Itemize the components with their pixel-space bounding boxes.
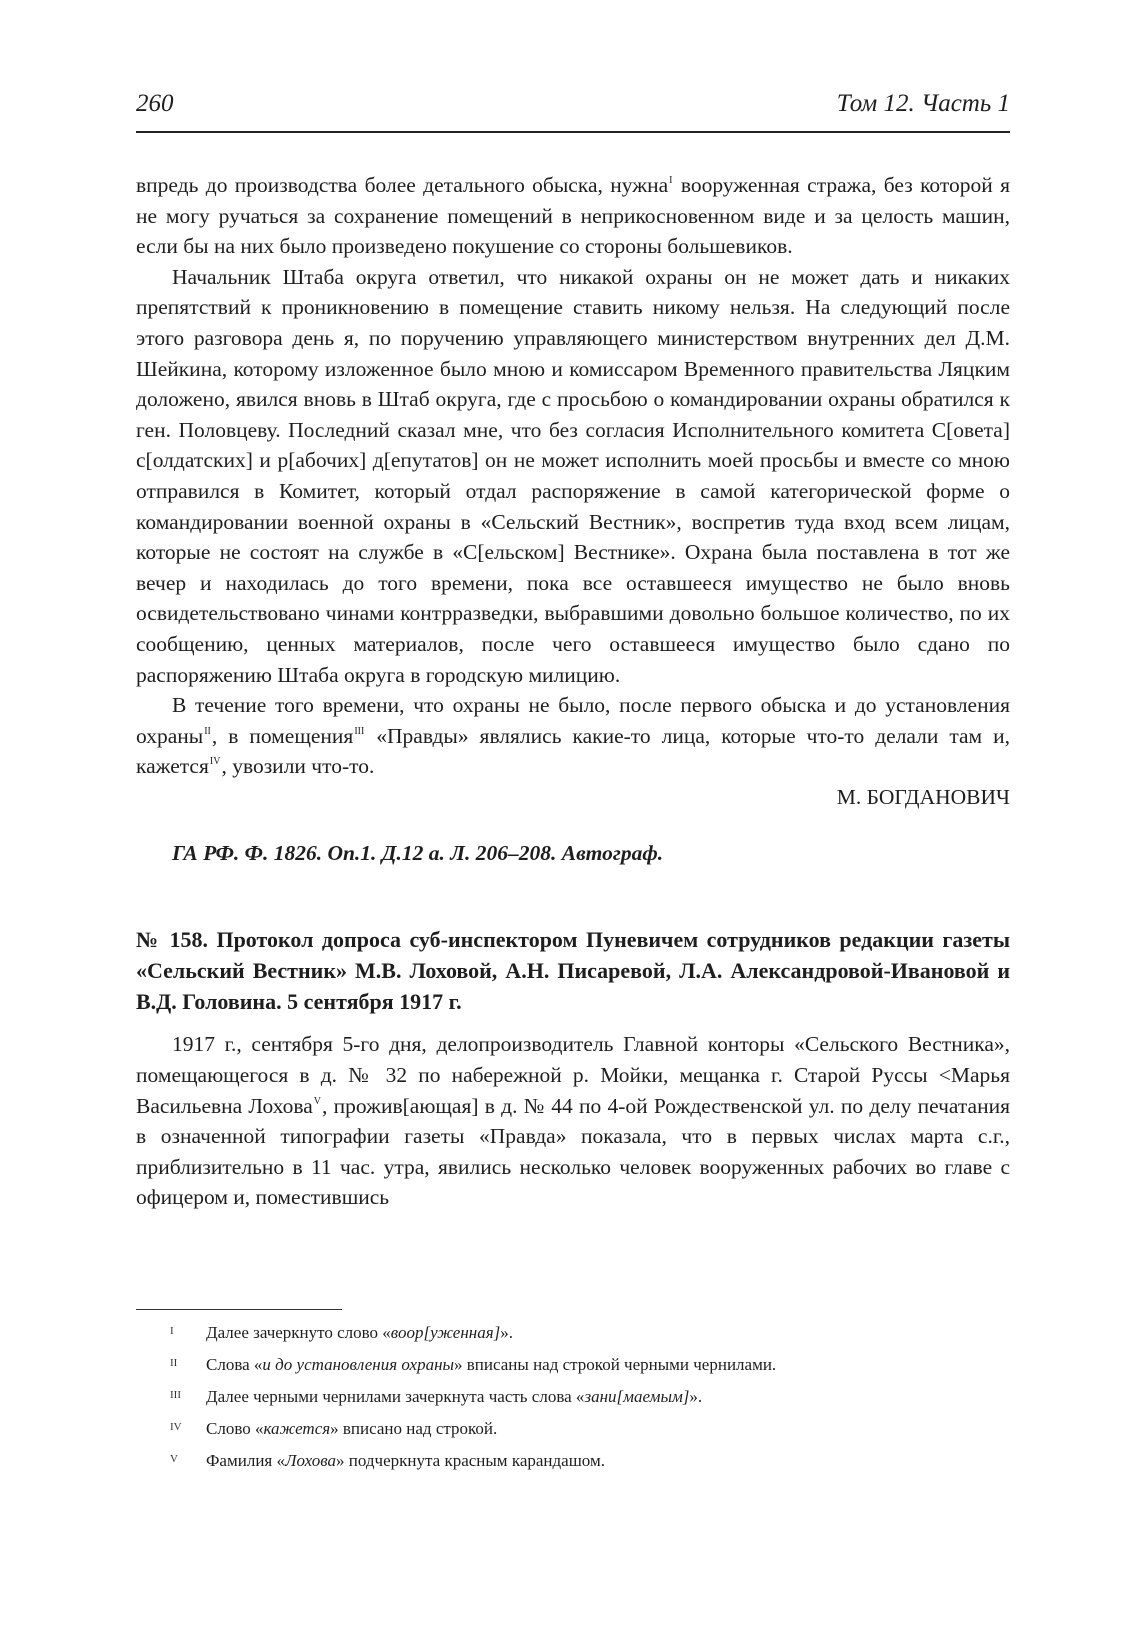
text-run: вооруженная стража, без которой я не могу ручаться за сохранение помещений в неприкосновенном виде и за целость машин, если бы на них было произведено покушение со стороны большевиков.	[136, 173, 1010, 259]
footnote-text: Слова «	[206, 1355, 263, 1374]
footnotes	[136, 1323, 1010, 1483]
footnote-ref[interactable]: IV	[209, 756, 221, 768]
paragraph-no-guard	[136, 690, 1010, 782]
document-title: № 158. Протокол допроса суб-инспектором Пуневичем сотрудников редакции газеты «Сельский Вестник» М.В. Лоховой, А.Н. Писаревой, Л.А. Александровой-Ивановой и В.Д. Головина. 5 сентября 1917 г.	[136, 927, 1010, 1014]
footnote-text: Слово «	[206, 1419, 264, 1438]
page-number: 260	[136, 90, 174, 117]
signature: М. БОГДАНОВИЧ	[836, 784, 1010, 809]
footnote-text: » подчеркнута красным карандашом.	[336, 1451, 605, 1470]
footnote	[136, 1323, 1010, 1343]
footnote	[136, 1451, 1010, 1471]
footnote-italic: Лохова	[284, 1451, 337, 1470]
footnote-mark: IV	[170, 1421, 182, 1433]
paragraph-testimony	[136, 1029, 1010, 1213]
paragraph-continuation	[136, 170, 1010, 262]
running-head	[136, 88, 1010, 120]
footnote-italic: и до установления охраны	[262, 1355, 455, 1374]
footnote	[136, 1387, 1010, 1407]
header-rule	[136, 131, 1010, 133]
footnote-text: » вписано над строкой.	[330, 1419, 498, 1438]
text-run: В течение того времени, что охраны не было, после первого обыска и до установления охраны	[136, 693, 1010, 748]
archive-reference: ГА РФ. Ф. 1826. Оп.1. Д.12 а. Л. 206–208. Автограф.	[172, 841, 664, 866]
footnote-text: » вписаны над строкой черными чернилами.	[454, 1355, 777, 1374]
volume-title: Том 12. Часть 1	[836, 90, 1010, 117]
footnote-italic: зани[маемым]	[584, 1387, 690, 1406]
footnote-mark: V	[170, 1453, 178, 1465]
footnote-text: ».	[689, 1387, 703, 1406]
text-run: , увозили что-то.	[221, 754, 375, 779]
footnote-ref[interactable]: II	[204, 725, 211, 737]
footnote-text: ».	[500, 1323, 513, 1342]
footnote	[136, 1419, 1010, 1439]
footnote-mark: I	[170, 1325, 174, 1337]
footnote-ref[interactable]: III	[354, 725, 365, 737]
text-run: , прожив[ающая] в д. № 44 по 4-ой Рождественской ул. по делу печатания в означенной типографии газеты «Правда» показала, что в первых числах марта с.г., приблизительно в 11 час. утра, явились несколько человек вооруженных рабочих во главе с офицером и, поместившись	[136, 1093, 1010, 1210]
footnote	[136, 1355, 1010, 1375]
text-run: «Правды» являлись какие-то лица, которые что-то делали там и, кажется	[136, 723, 1010, 779]
text-run: 1917 г., сентября 5-го дня, делопроизводитель Главной конторы «Сельского Вестника», помещающегося в д. № 32 по набережной р. Мойки, мещанка г. Старой Руссы <Марья Васильевна Лохова	[136, 1032, 1010, 1118]
main-text	[136, 170, 1010, 1213]
text-run: впредь до производства более детального обыска, нужна	[136, 173, 669, 197]
footnote-ref[interactable]: I	[669, 175, 673, 186]
footnote-italic: воор[уженная]	[390, 1323, 501, 1342]
paragraph-chief-of-staff: Начальник Штаба округа ответил, что никакой охраны он не может дать и никаких препятствий к проникновению в помещение ставить никому нельзя. На следующий после этого разговора день я, по поручению управляющего министерством внутренних дел Д.М. Шейкина, которому изложенное было мною и комиссаром Временного правительства Ляцким доложено, явился вновь в Штаб округа, где с просьбою о командировании охраны обратился к ген. Половцеву. Последний сказал мне, что без согласия Исполнительного комитета С[овета] с[олдатских] и р[абочих] д[епутатов] он не может исполнить моей просьбы и вместе со мною отправился в Комитет, который отдал распоряжение в самой категорической форме о командировании военной охраны в «Сельский Вестник», воспретив туда вход всем лицам, которые не состоят на службе в «С[ельском] Вестнике». Охрана была поставлена в тот же вечер и находилась до того времени, пока все оставшееся имущество не было вновь освидетельствовано чинами контрразведки, выбравшими довольно большое количество, по их сообщению, ценных материалов, после чего оставшееся имущество было сдано по распоряжению Штаба округа в городскую милицию.	[136, 264, 1010, 687]
footnote-text: Фамилия «	[206, 1451, 285, 1470]
footnote-italic: кажется	[263, 1419, 331, 1438]
footnote-rule	[136, 1309, 342, 1310]
text-run: , в помещения	[211, 723, 354, 748]
footnote-mark: II	[170, 1357, 178, 1369]
footnote-text: Далее черными чернилами зачеркнута часть слова «	[206, 1387, 585, 1406]
document-body	[136, 1029, 1010, 1213]
footnote-text: Далее зачеркнуто слово «	[206, 1323, 391, 1342]
footnote-mark: III	[170, 1389, 181, 1401]
footnote-ref[interactable]: V	[313, 1095, 322, 1107]
